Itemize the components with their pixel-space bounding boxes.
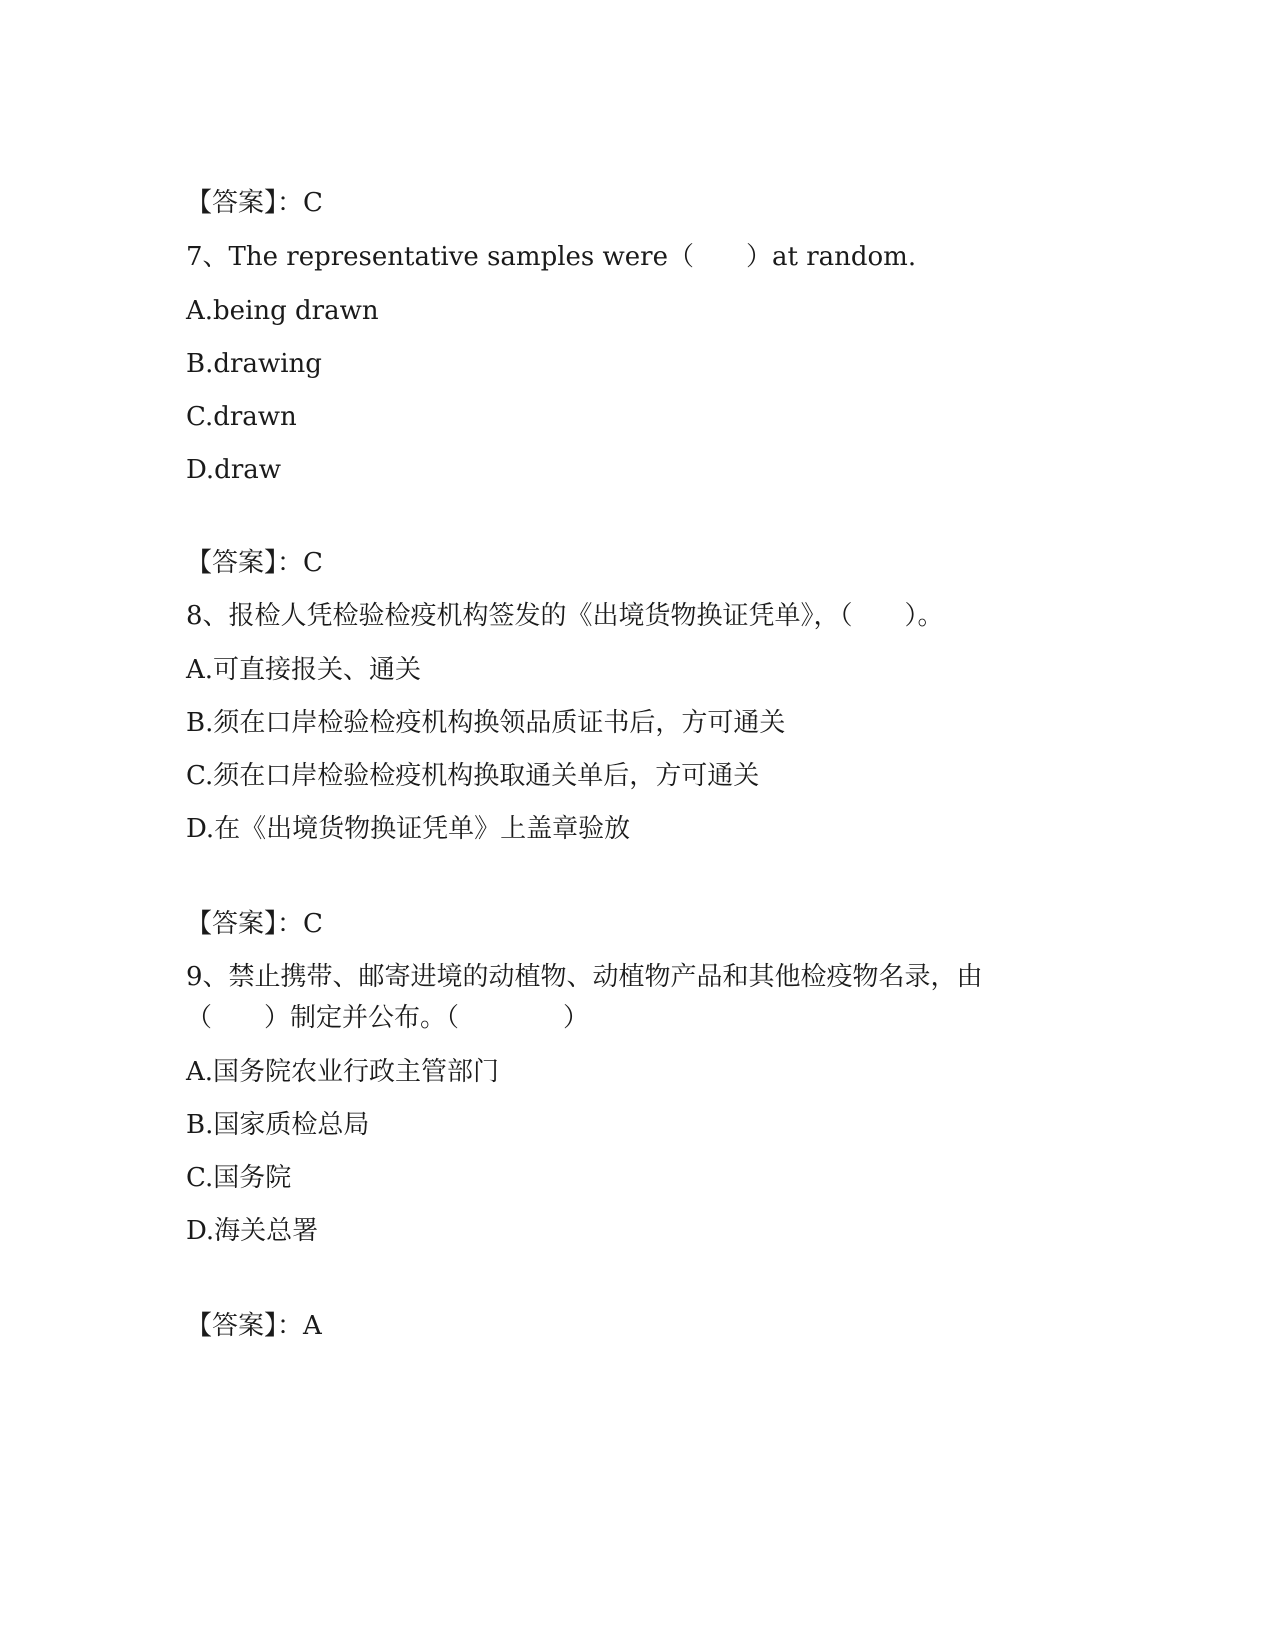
answer-line-3: 【答案】：C — [186, 909, 323, 939]
question-9-option-a: A.国务院农业行政主管部门 — [186, 1057, 500, 1087]
question-7-option-b: B.drawing — [186, 349, 322, 379]
answer-line-2: 【答案】：C — [186, 548, 323, 578]
question-7-stem: 7、The representative samples were（ ）at random. — [186, 242, 917, 272]
question-8-option-c: C.须在口岸检验检疫机构换取通关单后，方可通关 — [186, 761, 760, 791]
question-8-option-a: A.可直接报关、通关 — [186, 655, 422, 685]
question-9-stem-line-2: （ ）制定并公布。（ ） — [186, 1003, 590, 1033]
question-8-option-d: D.在《出境货物换证凭单》上盖章验放 — [186, 814, 631, 844]
question-8-option-b: B.须在口岸检验检疫机构换领品质证书后，方可通关 — [186, 708, 786, 738]
answer-line-1: 【答案】：C — [186, 188, 323, 218]
question-9-option-c: C.国务院 — [186, 1163, 292, 1193]
question-7-option-c: C.drawn — [186, 402, 297, 432]
question-9-option-d: D.海关总署 — [186, 1216, 319, 1246]
question-9-option-b: B.国家质检总局 — [186, 1110, 370, 1140]
question-9-stem-line-1: 9、禁止携带、邮寄进境的动植物、动植物产品和其他检疫物名录，由 — [186, 962, 983, 992]
question-7-option-d: D.draw — [186, 455, 282, 485]
question-8-stem: 8、报检人凭检验检疫机构签发的《出境货物换证凭单》，（ ）。 — [186, 601, 944, 631]
answer-line-4: 【答案】：A — [186, 1311, 322, 1341]
question-7-option-a: A.being drawn — [186, 296, 379, 326]
